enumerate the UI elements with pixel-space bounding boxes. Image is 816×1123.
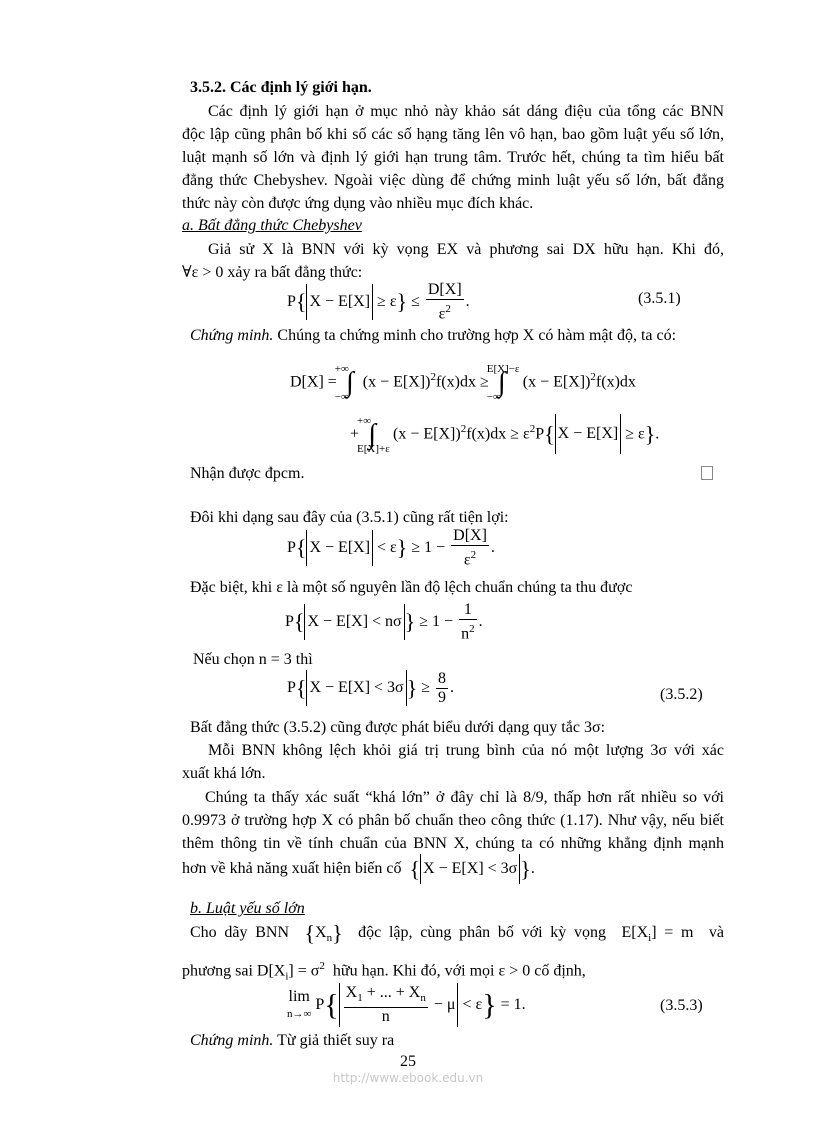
page-number: 25 (400, 1053, 416, 1070)
equation-3-5-2: P{ X − E[X] < 3σ } ≥ $\frac{8}{9}$ . (287, 670, 455, 706)
a-line-1: Giả sử X là BNN với kỳ vọng EX và phương sai DX hữu hạn. Khi đó, (208, 241, 724, 258)
intro-line-3: luật mạnh số lớn và định lý giới hạn trung tâm. Trước hết, chúng ta tìm hiểu bất (182, 149, 724, 166)
if-n3-text: Nếu chọn n = 3 thì (193, 651, 313, 668)
equation-number-3-5-2: (3.5.2) (660, 686, 703, 703)
subsection-a-title: a. Bất đẳng thức Chebyshev (182, 217, 362, 234)
b-line-1: Cho dãy BNN $\{X_n\}$ độc lập, cùng phân bố với kỳ vọng $E[X_i] = m$ và (190, 920, 725, 946)
note-line-1: Chúng ta thấy xác suất “khá lớn” ở đây chỉ là 8/9, thấp hơn rất nhiều so với (205, 789, 724, 806)
intro-line-1: Các định lý giới hạn ở mục nhỏ này khảo sát dáng điệu của tổng các BNN (208, 103, 724, 120)
special-case-text: Đặc biệt, khi ε là một số nguyên lần độ lệch chuẩn chúng ta thu được (190, 579, 633, 596)
equation-number-3-5-3: (3.5.3) (660, 997, 703, 1014)
equation-alt-form: P{ X − E[X] < ε} ≥ 1 − $\frac{D[X]}{\varepsilon^2}$ . (287, 527, 495, 569)
section-title: 3.5.2. Các định lý giới hạn. (190, 79, 372, 96)
equation-number-3-5-1: (3.5.1) (638, 290, 681, 307)
equation-n-sigma: P{ X − E[X] < nσ } ≥ 1 − $\frac{1}{n^2}$ . (285, 601, 483, 643)
received-text: Nhận được đpcm. (190, 465, 305, 482)
note-line-4: hơn về khả năng xuất hiện biến cố { X − E[X] < 3σ }. (182, 854, 535, 884)
intro-line-5: thức này còn được ứng dụng vào nhiều mục đích khác. (182, 195, 534, 212)
equation-3-5-3: lim n→∞ P{ $\frac{X_1 + ... + X_n}{n}$ − μ < ε} = 1. (287, 984, 526, 1026)
intro-line-4: đẳng thức Chebyshev. Ngoài việc dùng để chứng minh luật yếu số lớn, bất đẳng (182, 172, 724, 189)
integral-line-2: + ∫ +∞ E[X]+ε $(x - E[X])^2f(x)dx \ge \varepsilon^2P${ X − E[X] ≥ ε}. (350, 414, 660, 455)
qed-square-icon (701, 466, 713, 480)
rule-line-1: Mỗi BNN không lệch khỏi giá trị trung bình của nó một lượng 3σ với xác (208, 742, 724, 759)
subsection-b-title: b. Luật yếu số lớn (190, 900, 305, 917)
note-line-2: 0.9973 ở trường hợp X có phân bố chuẩn theo công thức (1.17). Như vậy, nếu biết (182, 812, 724, 829)
sometimes-text: Đôi khi dạng sau đây của (3.5.1) cũng rất tiện lợi: (190, 509, 509, 526)
intro-line-2: độc lập cũng phân bố khi số các số hạng tăng lên vô hạn, bao gồm luật yếu số lớn, (182, 126, 724, 143)
equation-3-5-1: P{ X − E[X] ≥ ε} ≤ $\frac{D[X]}{\varepsilon^2}$ . (287, 281, 470, 323)
rule-line: Bất đẳng thức (3.5.2) cũng được phát biểu dưới dạng quy tắc 3σ: (190, 719, 606, 736)
a-line-2: ∀ε > 0 xảy ra bất đẳng thức: (182, 264, 363, 281)
b-line-2: phương sai $D[X_i] = \sigma^2$ hữu hạn. Khi đó, với mọi ε > 0 cố định, (182, 960, 586, 983)
watermark: http://www.ebook.edu.vn (332, 1071, 484, 1085)
rule-line-2: xuất khá lớn. (182, 765, 266, 782)
note-line-3: thêm thông tin về tính chuẩn của BNN X, chúng ta có những khẳng định mạnh (182, 835, 724, 852)
proof-line: Chứng minh. Chúng ta chứng minh cho trường hợp X có hàm mật độ, ta có: (190, 327, 677, 344)
proof2-line: Chứng minh. Từ giả thiết suy ra (190, 1032, 395, 1049)
integral-line-1: D[X] = ∫ +∞ −∞ $(x - E[X])^2f(x)dx$ ≥ ∫ E[X]−ε −∞ $(x - E[X])^2f(x)dx$ (290, 362, 636, 403)
